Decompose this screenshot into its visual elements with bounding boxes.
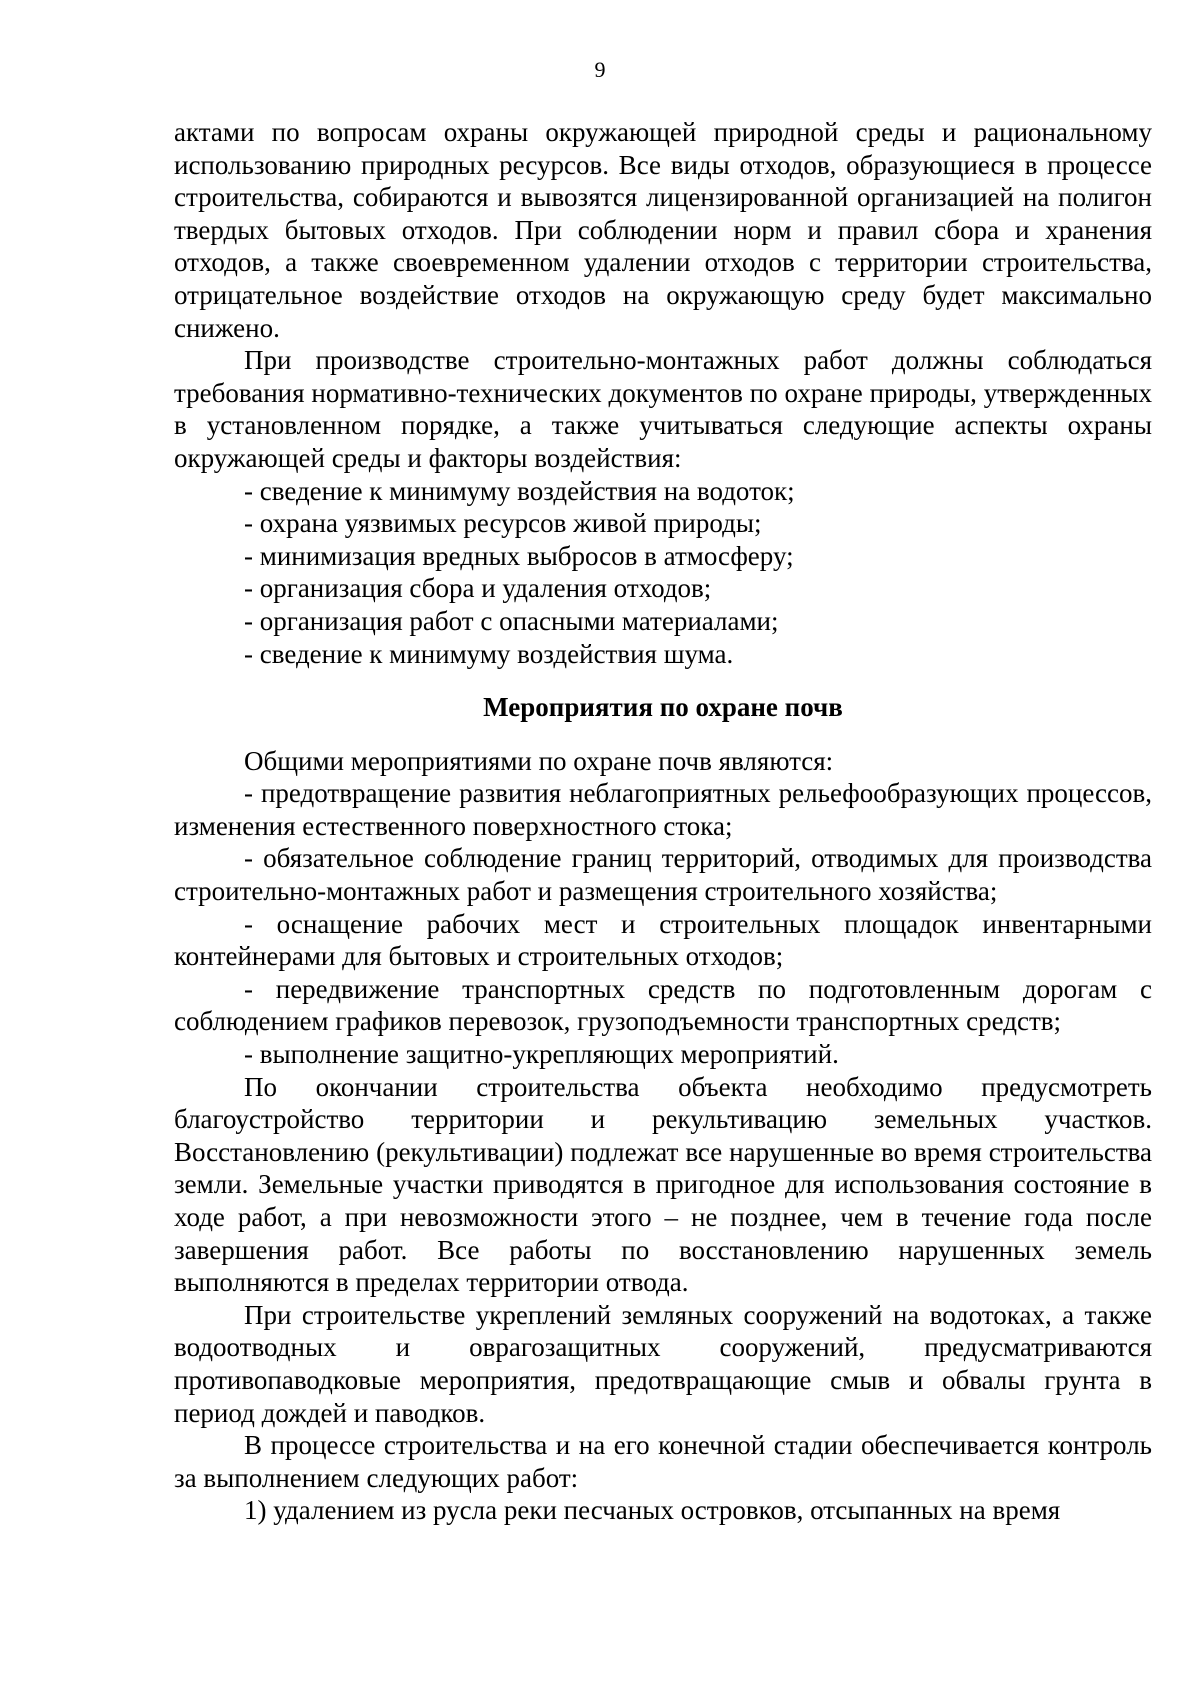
list-item-transport: - передвижение транспортных средств по подготовленным дорогам с соблюдением графиков перевозок, грузоподъемности транспортных средств; <box>174 973 1152 1037</box>
list-item-emissions: - минимизация вредных выбросов в атмосферу; <box>244 540 794 571</box>
document-body <box>174 116 1152 1527</box>
list-item-noise: - сведение к минимуму воздействия шума. <box>244 638 734 669</box>
paragraph-soil-intro: Общими мероприятиями по охране почв являются: <box>244 745 834 776</box>
paragraph-recultivation: По окончании строительства объекта необходимо предусмотреть благоустройство территории и рекультивацию земельных участков. Восстановлению (рекультивации) подлежат все нарушенные во время строительства земли. Земельные участки приводятся в пригодное для использования состояние в ходе работ, а при невозможности этого – не позднее, чем в течение года после завершения работ. Все работы по восстановлению нарушенных земель выполняются в пределах территории отвода. <box>174 1071 1152 1298</box>
list-item-waste-collection: - организация сбора и удаления отходов; <box>244 573 712 604</box>
paragraph-environmental-requirements: При производстве строительно-монтажных работ должны соблюдаться требования нормативно-технических документов по охране природы, утвержденных в установленном порядке, а также учитываться следующие аспекты охраны окружающей среды и факторы воздействия: <box>174 345 1152 473</box>
list-item-watercourse: - сведение к минимуму воздействия на водоток; <box>244 475 795 506</box>
paragraph-flood-measures: При строительстве укреплений земляных сооружений на водотоках, а также водоотводных и оврагозащитных сооружений, предусматриваются противопаводковые мероприятия, предотвращающие смыв и обвалы грунта в период дождей и паводков. <box>174 1299 1152 1428</box>
list-item-hazardous-materials: - организация работ с опасными материалами; <box>244 605 779 636</box>
page-number: 9 <box>594 57 606 82</box>
paragraph-numbered-item-1: 1) удалением из русла реки песчаных островков, отсыпанных на время <box>244 1495 1061 1526</box>
section-heading-soil-protection: Мероприятия по охране почв <box>483 692 843 723</box>
list-item-relief-processes: - предотвращение развития неблагоприятных рельефообразующих процессов, изменения естественного поверхностного стока; <box>174 778 1152 841</box>
paragraph-control: В процессе строительства и на его конечной стадии обеспечивается контроль за выполнением следующих работ: <box>174 1430 1152 1493</box>
paragraph-waste-continuation: актами по вопросам охраны окружающей природной среды и рациональному использованию природных ресурсов. Все виды отходов, образующиеся в процессе строительства, собираются и вывозятся лицензированной организацией на полигон твердых бытовых отходов. При соблюдении норм и правил сбора и хранения отходов, а также своевременном удалении отходов с территории строительства, отрицательное воздействие отходов на окружающую среду будет максимально снижено. <box>174 117 1152 343</box>
list-item-reinforcement: - выполнение защитно-укрепляющих мероприятий. <box>244 1039 839 1070</box>
list-item-wildlife: - охрана уязвимых ресурсов живой природы; <box>244 508 762 539</box>
list-item-containers: - оснащение рабочих мест и строительных площадок инвентарными контейнерами для бытовых и строительных отходов; <box>174 908 1152 972</box>
list-item-boundaries: - обязательное соблюдение границ территорий, отводимых для производства строительно-монтажных работ и размещения строительного хозяйства; <box>174 843 1152 907</box>
